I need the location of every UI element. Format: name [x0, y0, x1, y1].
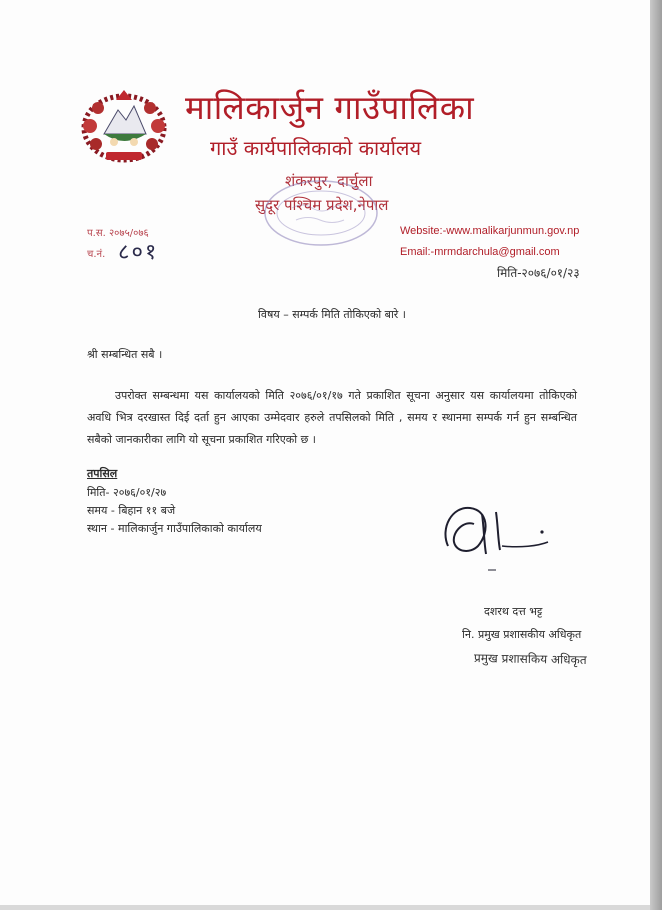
- tapasil-date: मिति- २०७६/०१/२७: [87, 486, 167, 499]
- letter-date: मिति-२०७६/०१/२३: [497, 266, 580, 280]
- nepal-emblem-icon: [76, 86, 172, 168]
- salutation: श्री सम्बन्धित सबै ।: [87, 348, 163, 361]
- chalani-number: ८०१: [118, 240, 159, 265]
- signature-icon: [430, 488, 560, 578]
- office-subtitle: गाउँ कार्यपालिकाको कार्यालय: [210, 136, 422, 160]
- email-text: Email:-mrmdarchula@gmail.com: [400, 246, 560, 258]
- municipality-title: मालिकार्जुन गाउँपालिका: [185, 88, 475, 127]
- website-text: Website:-www.malikarjunmun.gov.np: [400, 225, 580, 237]
- patra-sankhya: प.स. २०७५/०७६: [87, 228, 149, 239]
- page-edge-shadow: [650, 0, 662, 910]
- tapasil-place: स्थान - मालिकार्जुन गाउँपालिकाको कार्यालय: [87, 522, 262, 535]
- address-line-1: शंकरपुर, दार्चुला: [285, 172, 373, 190]
- chalani-label: च.नं.: [87, 249, 106, 260]
- tapasil-time: समय - बिहान ११ बजे: [87, 504, 176, 517]
- signatory-stamp-title: प्रमुख प्रशासकिय अधिकृत: [473, 651, 587, 667]
- office-stamp-icon: [262, 178, 380, 248]
- body-paragraph: उपरोक्त सम्बन्धमा यस कार्यालयको मिति २०७६/०१/१७ गते प्रकाशित सूचना अनुसार यस कार्यालयमा तोकिएको अवधि भित्र दरखास्त दिई दर्ता हुन आएका उम्मेदवार हरुले तपसिलको मिति , समय र स्थानमा सम्पर्क गर्न हुन सम्बन्धित सबैको जानकारीका लागि यो सूचना प्रकाशित गरिएको छ ।: [87, 389, 577, 446]
- tapasil-heading: तपसिल: [87, 467, 118, 480]
- subject-line: विषय – सम्पर्क मिति तोकिएको बारे ।: [258, 308, 406, 321]
- signatory-title: नि. प्रमुख प्रशासकीय अधिकृत: [462, 628, 582, 641]
- address-line-2: सुदूर पश्चिम प्रदेश,नेपाल: [255, 196, 389, 214]
- signatory-name: दशरथ दत्त भट्ट: [484, 605, 543, 618]
